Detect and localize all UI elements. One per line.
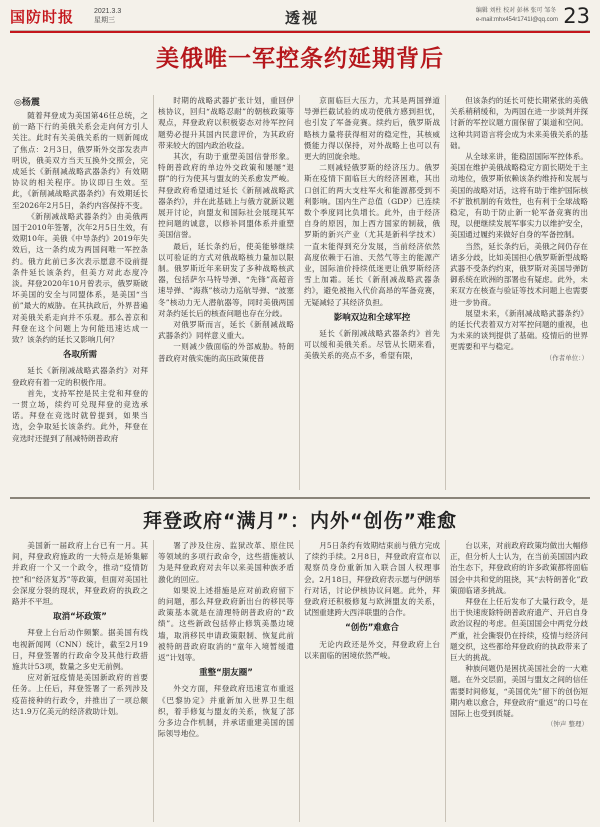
column-divider <box>153 95 154 490</box>
paragraph: 时期的战略武器扩张计划，重回伊核协议，回归“战略忍耐”的朝核政策等观点，拜登政府以积极姿态对待军控问题势必提升其国内民意评价，为其政府带来较大的国内政治收益。 <box>158 96 294 150</box>
paragraph: 随着拜登成为美国第46任总统，之前一路下行的美俄关系会走向何方引人关注。此时有关美俄关系的一则新闻成了焦点：2月3日，俄罗斯外交部发表声明说，俄美双方当天互换外交照会，完成延长《新削减战略武器条约》有效期协议的相关程序。协议即日生效。至此，《新削减战略武器条约》有效期延长至2026年2月5日，条约内容保持不变。 <box>12 111 148 210</box>
paragraph: 延长《新削减战略武器条约》首先可以缓和美俄关系。尽管从长期来看，美俄关系的亮点不多，希望有限， <box>304 329 440 361</box>
newspaper-logo: 国防时报 <box>10 8 75 26</box>
paragraph: 署了涉及住房、监狱改革、原住民等领域的多项行政命令，这些措施被认为是拜登政府对去年以来美国种族矛盾激化的回应。 <box>158 541 294 584</box>
column-divider <box>445 95 446 490</box>
article1-signature: （作者单位：） <box>545 353 588 362</box>
article1-headline: 美俄唯一军控条约延期背后 <box>156 46 444 72</box>
article-separator <box>10 497 590 499</box>
paragraph: 无论内政还是外交，拜登政府上台以来面临的困境依然严峻。 <box>304 639 440 660</box>
paragraph: 其次，有助于重塑美国信誉形象。特朗普政府的单边外交政策和屡屡“退群”的行为使其与盟友的关系愈发严峻。拜登政府希望通过延长《新削减战略武器条约》，并在此基础上与俄方就新议题展开讨论，向盟友和国际社会展现其军控问题的诚意，以修补同盟体系并重塑美国信誉。 <box>158 152 294 240</box>
editor-email: e-mail:mhx454r1741I@qq.com <box>475 17 558 23</box>
paragraph: 如果说上述措施是应对前政府留下的问题，那么拜登政府新出台的移民等政策基本就是在清理特朗普政府的“政绩”。这些新政包括停止修筑美墨边境墙，取消移民申请政策限制、恢复此前被特朗普政府取消的“童年入境暂缓遣返”计划等。 <box>158 585 294 663</box>
article1-subhead-1: 各取所需 <box>62 350 97 361</box>
paragraph: 京面临巨大压力，尤其是两国弹道导弹拦截试验的成功使俄方感到担忧，也引发了军备竞赛。续约后，俄罗斯战略核力量将获得相对的稳定性，其核威慑能力得以保持，对外战略上也可以有更大的回旋余地。 <box>304 96 440 162</box>
paragraph: 展望未来，《新削减战略武器条约》的延长代表着双方对军控问题的重视，也为未来的谈判提供了基础。疫情后的世界更需要和平与稳定。 <box>450 308 588 352</box>
paragraph: 当然，延长条约后，美俄之间仍存在诸多分歧，比如美国担心俄罗斯新型战略武器不受条约约束，俄罗斯对美国导弹防御系统在欧洲的部署也有疑虑。此外，未来双方在核查与验证等技术问题上也需要进一步协商。 <box>450 241 588 307</box>
paragraph: 拜登上台后动作频繁。据美国有线电视新闻网（CNN）统计，截至2月19日，拜登签署的行政命令及其他行政措施共计53项，数量之多史无前例。 <box>12 628 148 672</box>
paragraph: 应对新冠疫情是美国新政府的首要任务。上任后，拜登签署了一系列涉及疫苗接种的行政令，并推出了一项总额达1.9万亿美元的经济救助计划。 <box>12 673 148 716</box>
article1-col1-body <box>12 110 148 345</box>
article2-signature: （钟声 整理） <box>546 720 588 729</box>
paragraph: 首先，支持军控是民主党和拜登的一贯立场，续约可兑现拜登的竞选承诺。拜登在竞选时就曾提到，如果当选，会争取延长该条约。此外，拜登在竞选时还提到了削减特朗普政府 <box>12 388 148 443</box>
editor-credits <box>476 7 558 25</box>
column-divider <box>299 540 300 822</box>
article1-byline: ◎杨震 <box>14 98 40 108</box>
editor-names: 编辑 刘柱 校对 彭林 张可 邹冬 <box>475 8 557 14</box>
paragraph: 美国新一届政府上台已有一月。其间，拜登政府施政的一大特点是矫集解并政府一个又一个政令，推动“疫情防控”和“经济复苏”等政策，但面对美国社会深度分裂的现状，拜登政府的执政之路并不平坦。 <box>12 541 148 607</box>
masthead <box>10 4 590 31</box>
paragraph: 种族问题仍是困扰美国社会的一大难题。在外交层面，美国与盟友之间的信任需要时间修复，“美国优先”留下的创伤短期内难以愈合，拜登政府“重返”的口号在国际上也受到质疑。 <box>450 664 588 719</box>
column-divider <box>153 540 154 822</box>
paragraph: 外交方面，拜登政府迅速宣布重返《巴黎协定》并重新加入世界卫生组织，着手修复与盟友的关系，恢复了部分多边合作机制，并承诺重建美国的国际领导地位。 <box>158 684 294 739</box>
paragraph: 拜登在上任后发布了大量行政令，是出于快速废除特朗普政府遗产、开启自身政治议程的考虑。但美国国会中两党分歧严重，社会撕裂仍在持续，疫情与经济问题交织，这些都给拜登政府的执政带来了巨大的挑战。 <box>450 597 588 663</box>
paragraph: 月5日条约有效期结束前与俄方完成了续约手续。2月8日，拜登政府宣布以观察员身份重新加入联合国人权理事会。2月18日，拜登政府表示愿与伊朗举行对话，讨论伊核协议问题。此外，拜登政府还积极修复与欧洲盟友的关系，试图重建跨大西洋联盟的合作。 <box>304 541 440 618</box>
paragraph: 从全球来讲，能稳固国际军控体系。美国在维护美俄战略稳定方面长期处于主动地位，俄罗斯依赖该条约维持和发展与美国的战略对话，这将有助于维护国际核不扩散机制的有效性，也有利于全球战略稳定，有助于防止新一轮军备竞赛的出现，以便继续发展军事实力以维护安全，美国通过履约来做好自身的军备控制。 <box>450 152 588 240</box>
article2-column-2 <box>158 540 294 822</box>
paragraph: 台以来，对前政府政策均做出大幅修正，但分析人士认为，在当前美国国内政治生态下，拜登政府的许多政策都将面临国会中共和党的阻挠，其“去特朗普化”政策面临诸多挑战。 <box>450 541 588 595</box>
article1-column-1 <box>12 110 148 490</box>
article1-subhead-2: 影响双边和全球军控 <box>333 312 411 323</box>
article2-column-3 <box>304 540 440 822</box>
issue-date-block <box>94 7 121 25</box>
paragraph: 延长《新削减战略武器条约》对拜登政府有着一定的积极作用。 <box>12 366 148 387</box>
column-divider <box>445 540 446 822</box>
paragraph: 一则减少俄面临的外部威胁。特朗普政府对俄实施的高压政策使普 <box>158 342 294 363</box>
section-name: 透视 <box>285 9 320 27</box>
article2-column-1 <box>12 540 148 822</box>
article1-column-2 <box>158 95 294 490</box>
paragraph: 二则减轻俄罗斯的经济压力。俄罗斯在疫情下面临巨大的经济困难，其出口创汇的两大支柱军火和能源都受到不利影响。国内生产总值（GDP）已连续数个季度同比负增长。此外，由于经济自身的原因，加上西方国家的制裁，俄罗斯的新兴产业（尤其是新科学技术）一直未能得到充分发展，当前经济依然高度依赖于石油、天然气等主的能源产业，国际油价持续低迷更让俄罗斯经济雪上加霜。延长《新削减战略武器条约》，避免被拖入代价高昂的军备竞赛，无疑减轻了其经济负担。 <box>304 163 440 307</box>
page-number: 23 <box>563 4 590 28</box>
article1-column-4 <box>450 95 588 490</box>
article2-subhead-3: “创伤”难愈合 <box>345 623 399 634</box>
paragraph: 最后，延长条约后，使美能够继续以可验证的方式对俄战略核力量加以限制。俄罗斯近年来研发了多种战略核武器，包括萨尔马特导弹、“先锋”高超音速导弹、“海燕”核动力巡航导弹、“波塞冬”核动力无人潜航器等，同时美俄两国对条约延长后的核查问题也存在分歧。 <box>158 241 294 318</box>
article2-subhead-2: 重整“朋友圈” <box>199 668 253 679</box>
paragraph: 但该条约的延长可使长期紧张的美俄关系稍稍缓和，为两国在进一步谈判并探讨新的军控议题方面保留了渠道和空间。这种共同语言将会成为未来美俄关系的基础。 <box>450 96 588 150</box>
article1-column-3 <box>304 95 440 490</box>
article2-column-4 <box>450 540 588 822</box>
column-divider <box>299 95 300 490</box>
masthead-rule <box>10 31 590 33</box>
issue-weekday: 星期三 <box>94 17 115 24</box>
paragraph: 对俄罗斯而言，延长《新削减战略武器条约》同样意义重大。 <box>158 320 294 341</box>
article2-headline: 拜登政府“满月”：内外“创伤”难愈 <box>143 510 457 532</box>
paragraph: 《新削减战略武器条约》由美俄两国于2010年签署，次年2月5日生效，有效期10年。美俄《中导条约》2019年失效后，这一条约成为两国间唯一军控条约。俄方此前已多次表示愿意不设前提条件延长该条约，但美方对此态度冷淡。拜登2020年10月曾表示，俄罗斯破坏美国的安全与同盟体系，是美国“当前”最大的威胁。在其执政后，外界普遍对美俄关系走向并不乐观。那么普京和拜登在这个问题上为何能迅速达成一致？该条约的延长又影响几何？ <box>12 211 148 345</box>
article2-subhead-1: 取消“坏政策” <box>53 612 107 623</box>
issue-date: 2021.3.3 <box>94 8 122 15</box>
